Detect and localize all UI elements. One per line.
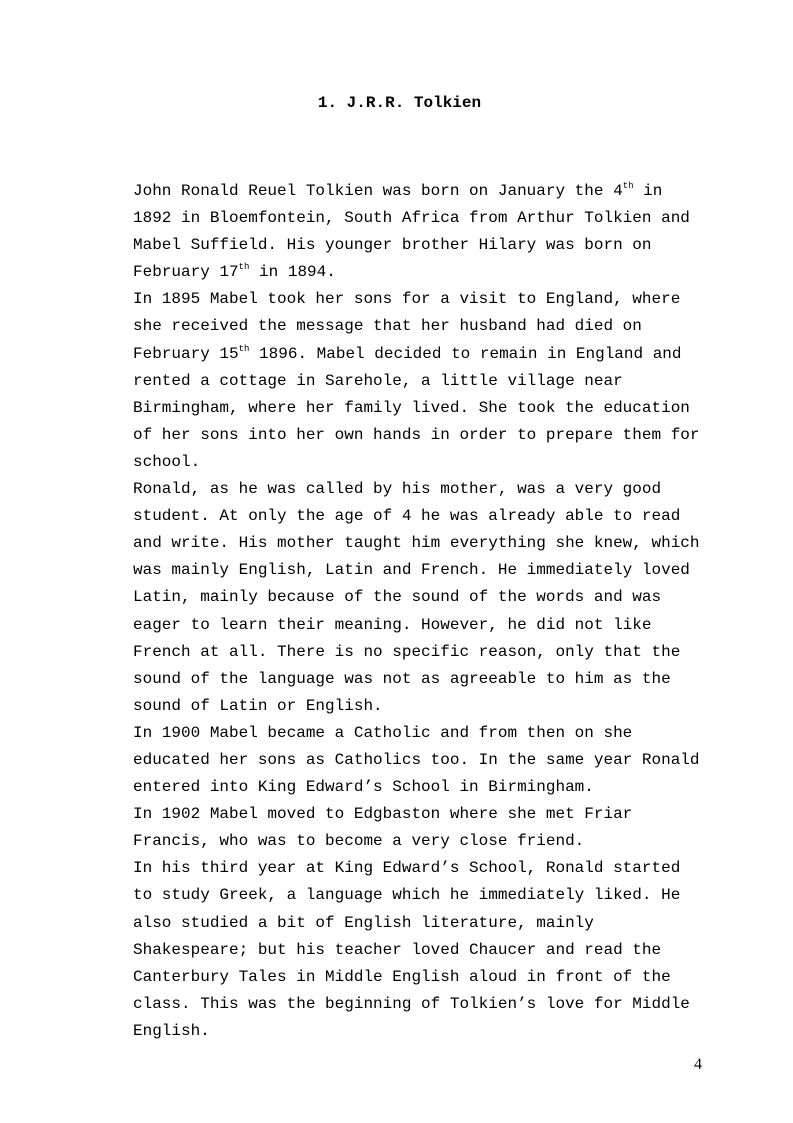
text-line [133,259,713,286]
text-line [133,639,713,666]
ordinal-superscript: th [622,181,634,191]
text-segment: also studied a bit of English literature, mainly [133,913,594,932]
text-line [133,395,713,422]
text-segment: In 1895 Mabel took her sons for a visit to England, where [133,290,681,309]
text-line [133,449,713,476]
text-segment: In 1900 Mabel became a Catholic and from then on she [133,723,633,742]
text-line [133,530,713,557]
text-line [133,693,713,720]
ordinal-superscript: th [238,262,250,273]
text-line [133,882,713,909]
text-segment: student. At only the age of 4 he was already able to read [133,507,681,526]
section-title: 1. J.R.R. Tolkien [317,94,482,112]
text-segment: to study Greek, a language which he immediately liked. He [133,886,681,905]
text-segment: school. [133,452,201,471]
text-segment: of her sons into her own hands in order to prepare them for [133,425,700,444]
text-segment: John Ronald Reuel Tolkien was born on January the 4 [133,182,623,200]
text-segment: 1896. Mabel decided to remain in England and [249,344,682,363]
text-segment: was mainly English, Latin and French. He immediately loved [133,561,690,580]
text-line [133,747,713,774]
text-line [133,801,713,828]
page-number: 4 [694,1056,702,1073]
text-line [133,828,713,855]
text-segment: sound of Latin or English. [133,696,383,715]
text-segment: in [633,182,663,200]
text-line [133,286,713,313]
text-line [133,313,713,340]
text-line [133,910,713,937]
text-segment: rented a cottage in Sarehole, a little village near [133,371,623,390]
text-segment: In 1902 Mabel moved to Edgbaston where she met Friar [133,805,633,824]
text-line [133,584,713,611]
text-line [133,557,713,584]
text-line [133,422,713,449]
text-segment: February 17 [133,263,239,282]
body-text [133,178,713,1045]
text-segment: Francis, who was to become a very close friend. [133,832,585,851]
text-segment: French at all. There is no specific reason, only that the [133,642,681,661]
text-line [133,964,713,991]
text-segment: February 15 [133,344,239,363]
text-segment: English. [133,1021,210,1040]
text-line [133,476,713,503]
text-segment: 1892 in Bloemfontein, South Africa from Arthur Tolkien and [133,209,690,228]
text-line [133,720,713,747]
text-segment: Ronald, as he was called by his mother, was a very good [133,480,662,499]
text-segment: she received the message that her husband had died on [133,317,642,336]
text-line [133,368,713,395]
text-line [133,855,713,882]
text-segment: educated her sons as Catholics too. In the same year Ronald [133,750,700,769]
text-segment: Canterbury Tales in Middle English aloud in front of the [133,967,671,986]
text-line [133,937,713,964]
text-segment: and write. His mother taught him everything she knew, which [133,534,700,553]
text-segment: eager to learn their meaning. However, he did not like [133,615,652,634]
text-line [133,341,713,368]
text-segment: class. This was the beginning of Tolkien’s love for Middle [133,994,690,1013]
text-line [133,1018,713,1045]
text-segment: entered into King Edward’s School in Birmingham. [133,778,594,797]
text-line [133,178,713,205]
ordinal-superscript: th [238,343,250,354]
text-segment: in 1894. [249,263,336,282]
text-line [133,612,713,639]
text-segment: Shakespeare; but his teacher loved Chaucer and read the [133,940,662,959]
text-line [133,205,713,232]
text-segment: Mabel Suffield. His younger brother Hilary was born on [133,236,652,255]
text-segment: Latin, mainly because of the sound of the words and was [133,588,662,607]
text-line [133,232,713,259]
text-line [133,774,713,801]
text-line [133,991,713,1018]
text-line [133,666,713,693]
text-segment: In his third year at King Edward’s School, Ronald started [133,859,681,878]
text-line [133,503,713,530]
text-segment: sound of the language was not as agreeable to him as the [133,669,671,688]
text-segment: Birmingham, where her family lived. She took the education [133,398,690,417]
